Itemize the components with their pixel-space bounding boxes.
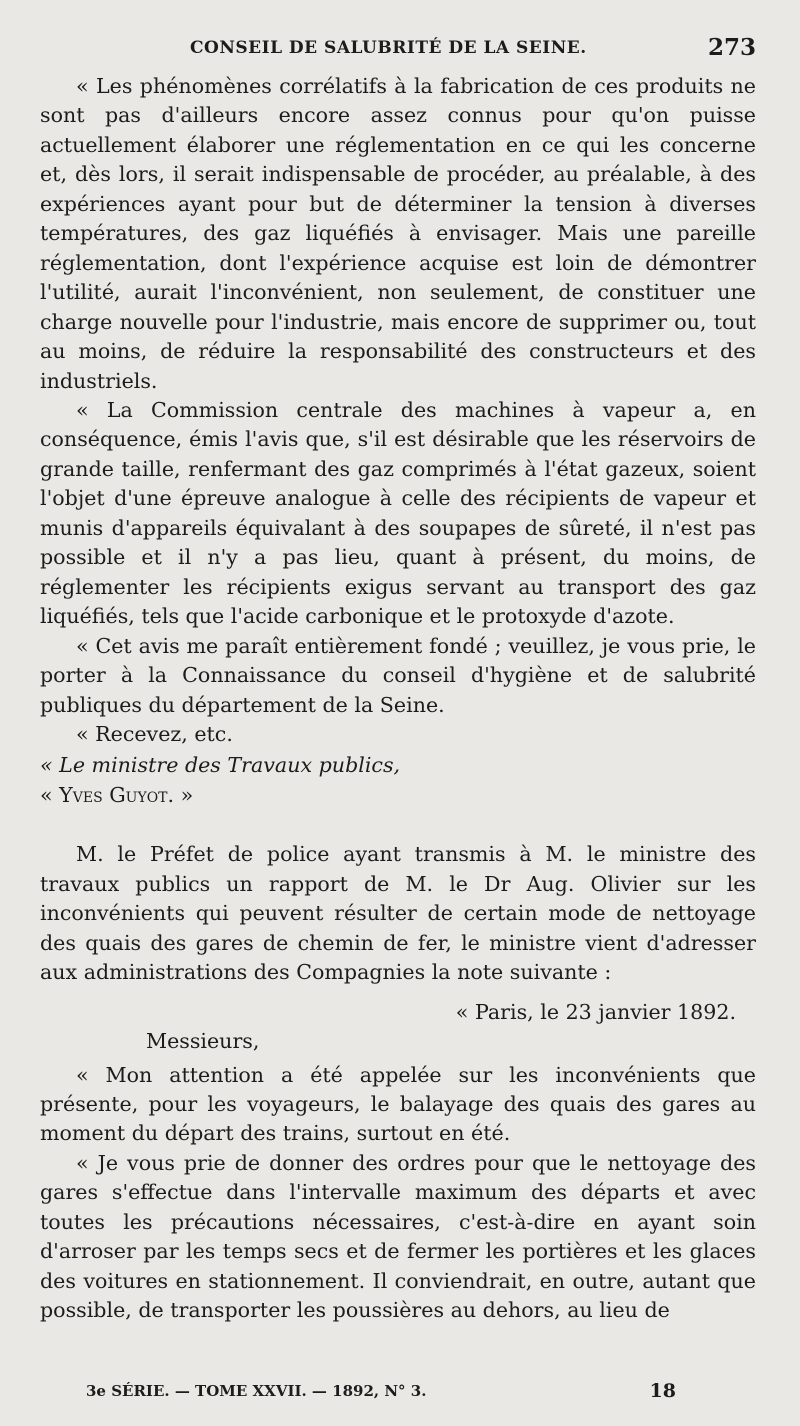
page-number: 273 [707, 34, 756, 61]
running-title: CONSEIL DE SALUBRITÉ DE LA SEINE. [190, 38, 587, 58]
dateline: « Paris, le 23 janvier 1892. [455, 999, 736, 1024]
signature-ministry: « Le ministre des Travaux publics, [40, 753, 401, 778]
page-header [40, 36, 756, 68]
paragraph-avis: « Cet avis me paraît entièrement fondé ; veuillez, je vous prie, le porter à la Connaissance du conseil d'hygiène et de salubrité publiques du département de la Seine. [40, 633, 756, 717]
greeting: Messieurs, [146, 1029, 260, 1054]
page-footer [86, 1380, 676, 1408]
body-text [40, 72, 756, 1326]
paragraph-prefect: M. le Préfet de police ayant transmis à M. le ministre des travaux publics un rapport de M. le Dr Aug. Olivier sur les inconvénients qui peuvent résulter de certain mode de nettoyage des quais des gares de chemin de fer, le ministre vient d'adresser aux administrations des Compagnies la note suivante : [40, 842, 756, 985]
paragraph-closing: « Recevez, etc. [76, 721, 233, 746]
paragraph-commission: « La Commission centrale des machines à vapeur a, en conséquence, émis l'avis que, s'il est désirable que les réservoirs de grande taille, renfermant des gaz comprimés à l'état gazeux, soient l'objet d'une épreuve analogue à celle des récipients de vapeur et munis d'appareils équivalant à des soupapes de sûreté, il n'est pas possible et il n'y a pas lieu, quant à présent, du moins, de réglementer les récipients exigus servant au transport des gaz liquéfiés, tels que l'acide carbonique et le protoxyde d'azote. [40, 397, 756, 629]
sheet-signature: 18 [649, 1380, 676, 1402]
signature-name: « Yves Guyot. » [40, 782, 194, 807]
paragraph-orders: « Je vous prie de donner des ordres pour que le nettoyage des gares s'effectue dans l'intervalle maximum des départs et avec toutes les précautions nécessaires, c'est-à-dire en ayant soin d'arroser par les temps secs et de fermer les portières et les glaces des voitures en stationnement. Il conviendrait, en outre, autant que possible, de transporter les poussières au dehors, au lieu de [40, 1150, 756, 1323]
footer-series: 3e SÉRIE. — TOME XXVII. — 1892, N° 3. [86, 1382, 427, 1400]
paragraph-attention: « Mon attention a été appelée sur les inconvénients que présente, pour les voyageurs, le balayage des quais des gares au moment du départ des trains, surtout en été. [40, 1062, 756, 1146]
paragraph-regulation: « Les phénomènes corrélatifs à la fabrication de ces produits ne sont pas d'ailleurs encore assez connus pour qu'on puisse actuellement élaborer une réglementation en ce qui les concerne et, dès lors, il serait indispensable de procéder, au préalable, à des expériences ayant pour but de déterminer la tension à diverses températures, des gaz liquéfiés à envisager. Mais une pareille réglementation, dont l'expérience acquise est loin de démontrer l'utilité, aurait l'inconvénient, non seulement, de constituer une charge nouvelle pour l'industrie, mais encore de supprimer ou, tout au moins, de réduire la responsabilité des constructeurs et des industriels. [40, 74, 756, 393]
section-gap [40, 810, 756, 840]
